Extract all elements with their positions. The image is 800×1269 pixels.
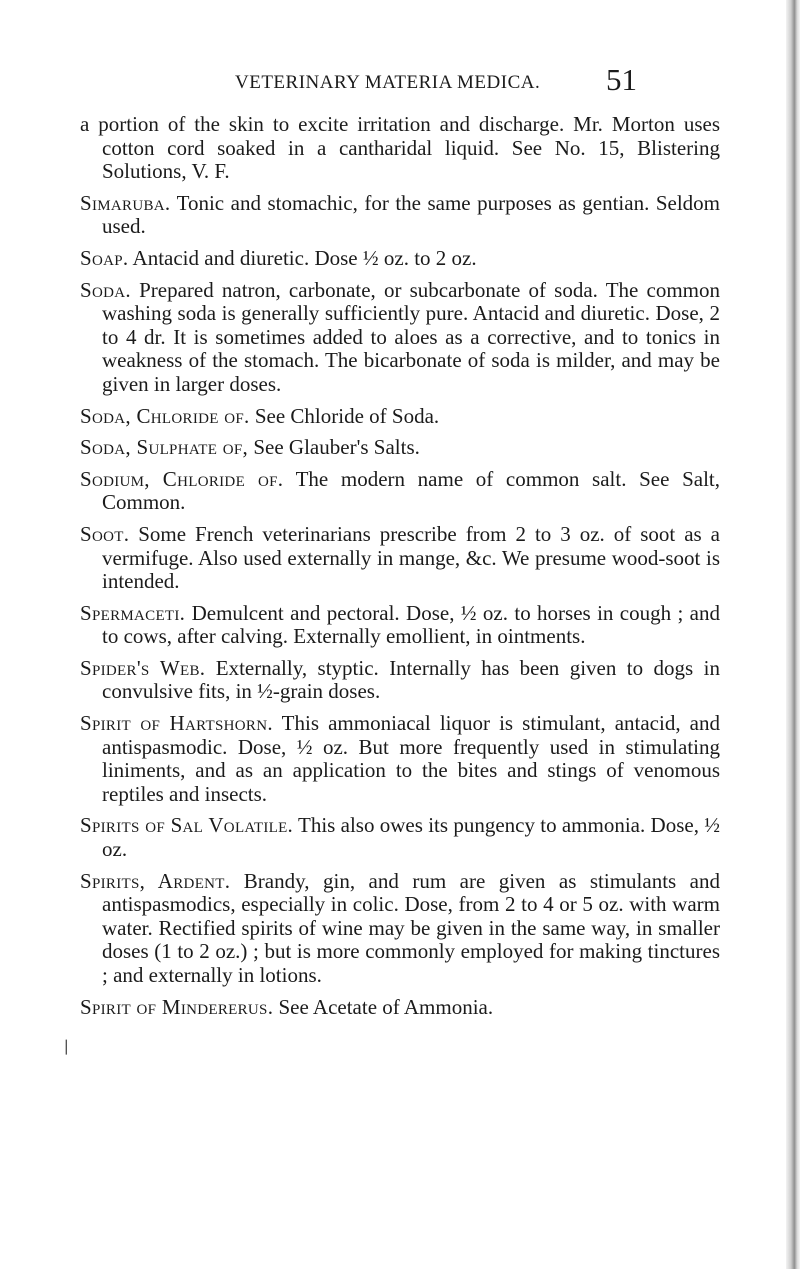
page-number: 51 <box>606 62 637 97</box>
entry-term: Spermaceti. <box>80 600 186 625</box>
entry-spirits-ardent <box>80 870 720 988</box>
entry-text: Prepared natron, carbonate, or subcarbonate of soda. The common washing soda is generally sufficiently pure. Antacid and diuretic. Dose, 2 to 4 dr. It is sometimes added to aloes as a corrective, and to tonics in weakness of the stomach. The bicarbonate of soda is milder, and may be given in larger doses. <box>102 277 720 396</box>
entry-term: Soot. <box>80 521 130 546</box>
entry-text: Demulcent and pectoral. Dose, ½ oz. to horses in cough ; and to cows, after calving. Externally emollient, in ointments. <box>102 600 720 649</box>
entry-term: Spirits of Sal Volatile. <box>80 813 294 838</box>
running-header: VETERINARY MATERIA MEDICA. <box>235 72 541 93</box>
entry-term: Soda, Sulphate of, <box>80 435 249 460</box>
entry-continuation <box>80 113 720 184</box>
entry-text: The modern name of common salt. See Salt, Common. <box>102 466 720 515</box>
entry-text: This ammoniacal liquor is stimulant, antacid, and antispasmodic. Dose, ½ oz. But more frequently used in stimulating liniments, and as an application to the bites and stings of venomous reptiles and insects. <box>102 711 721 806</box>
entry-soda-sulphate <box>80 436 720 460</box>
entry-text: Tonic and stomachic, for the same purposes as gentian. Seldom used. <box>102 190 720 239</box>
entry-sodium-chloride <box>80 468 720 515</box>
entry-text: Some French veterinarians prescribe from 2 to 3 oz. of soot as a vermifuge. Also used externally in mange, &c. We presume wood-soot is intended. <box>102 521 721 594</box>
ink-mark-icon: ❘ <box>60 1039 73 1055</box>
entry-simaruba <box>80 192 720 239</box>
entry-spiders-web <box>80 657 720 704</box>
entry-soda <box>80 279 720 397</box>
entry-spirit-of-hartshorn <box>80 712 720 806</box>
entry-term: Simaruba. <box>80 190 171 215</box>
entry-term: Soda. <box>80 277 131 302</box>
entry-spirit-mindererus <box>80 996 720 1020</box>
entry-term: Spirit of Hartshorn. <box>80 711 273 736</box>
entry-soda-chloride <box>80 405 720 429</box>
entry-text: This also owes its pungency to ammonia. Dose, ½ oz. <box>102 813 720 862</box>
entry-text: Externally, styptic. Internally has been given to dogs in convulsive fits, in ½-grain doses. <box>102 655 720 704</box>
entry-text: Antacid and diuretic. Dose ½ oz. to 2 oz. <box>132 245 477 270</box>
entry-spermaceti <box>80 602 720 649</box>
entry-term: Soda, Chloride of. <box>80 403 250 428</box>
page-binding-edge <box>786 0 800 1269</box>
entry-soot <box>80 523 720 594</box>
entry-text: Brandy, gin, and rum are given as stimulants and antispasmodics, especially in colic. Dose, from 2 to 4 or 5 oz. with warm water. Rectified spirits of wine may be given in the same way, in smaller doses (1 to 2 oz.) ; but is more commonly employed for making tinctures ; and externally in lotions. <box>102 868 721 987</box>
entry-text: See Glauber's Salts. <box>253 435 420 460</box>
entry-text: See Acetate of Ammonia. <box>278 994 494 1019</box>
entry-term: Sodium, Chloride of. <box>80 466 284 491</box>
body-text <box>80 113 720 1027</box>
entry-term: Spirit of Mindererus. <box>80 994 274 1019</box>
entry-text: a portion of the skin to excite irritation and discharge. Mr. Morton uses cotton cord soaked in a cantharidal liquid. See No. 15, Blistering Solutions, V. F. <box>80 112 720 184</box>
entry-soap <box>80 247 720 271</box>
entry-term: Soap. <box>80 245 129 270</box>
entry-text: See Chloride of Soda. <box>254 403 440 428</box>
entry-term: Spirits, Ardent. <box>80 868 231 893</box>
entry-term: Spider's Web. <box>80 655 206 680</box>
entry-spirits-sal-volatile <box>80 814 720 861</box>
